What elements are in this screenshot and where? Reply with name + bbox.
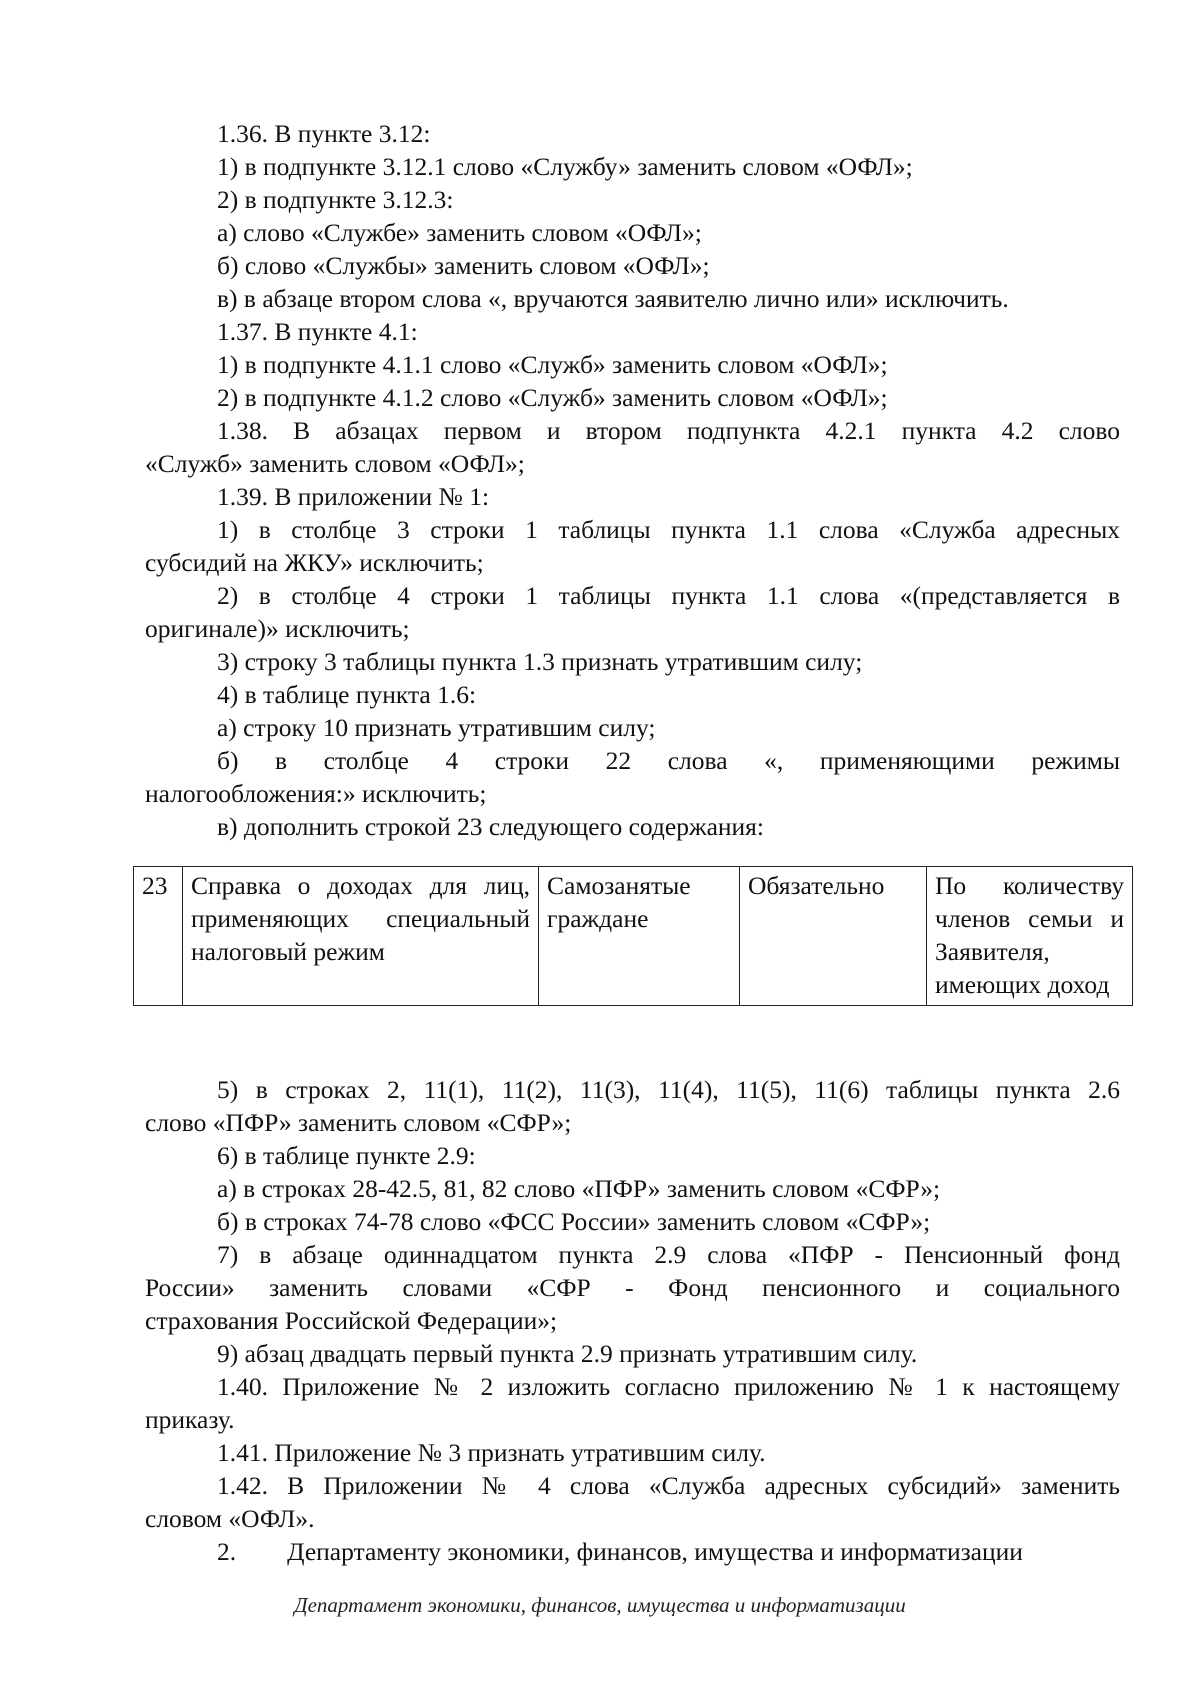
text-line: 1.38. В абзацах первом и втором подпункта 4.2.1 пункта 4.2 слово bbox=[217, 416, 1120, 445]
text-line: субсидий на ЖКУ» исключить; bbox=[145, 548, 484, 577]
text-line: страхования Российской Федерации»; bbox=[145, 1306, 558, 1335]
text-line: 2. Департаменту экономики, финансов, имущества и информатизации bbox=[217, 1537, 1023, 1566]
text-line: б) слово «Службы» заменить словом «ОФЛ»; bbox=[217, 251, 710, 280]
row-number-cell: 23 bbox=[134, 867, 183, 1006]
text-line: в) в абзаце втором слова «, вручаются заявителю лично или» исключить. bbox=[217, 284, 1009, 313]
text-line: 1.42. В Приложении № 4 слова «Служба адресных субсидий» заменить bbox=[217, 1471, 1120, 1500]
text-line: а) в строках 28-42.5, 81, 82 слово «ПФР» заменить словом «СФР»; bbox=[217, 1174, 941, 1203]
page-footer: Департамент экономики, финансов, имущества и информатизации bbox=[294, 1593, 906, 1617]
text-line: а) строку 10 признать утратившим силу; bbox=[217, 713, 656, 742]
text-line: а) слово «Службе» заменить словом «ОФЛ»; bbox=[217, 218, 702, 247]
text-line: 1.37. В пункте 4.1: bbox=[217, 317, 418, 346]
text-line: 1.36. В пункте 3.12: bbox=[217, 119, 431, 148]
text-line: 1.39. В приложении № 1: bbox=[217, 482, 490, 511]
text-line: 9) абзац двадцать первый пункта 2.9 признать утратившим силу. bbox=[217, 1339, 918, 1368]
text-line: 1) в столбце 3 строки 1 таблицы пункта 1.1 слова «Служба адресных bbox=[217, 515, 1120, 544]
text-line: словом «ОФЛ». bbox=[145, 1504, 315, 1533]
text-line: 1.41. Приложение № 3 признать утратившим силу. bbox=[217, 1438, 766, 1467]
applicant-category-cell: Самозанятые граждане bbox=[539, 867, 740, 1006]
quantity-cell: По количеству членов семьи и Заявителя, имеющих доход bbox=[927, 867, 1133, 1006]
text-line: 2) в подпункте 3.12.3: bbox=[217, 185, 454, 214]
text-line: России» заменить словами «СФР - Фонд пенсионного и социального bbox=[145, 1273, 1120, 1302]
text-line: б) в столбце 4 строки 22 слова «, применяющими режимы bbox=[217, 746, 1120, 775]
text-line: 5) в строках 2, 11(1), 11(2), 11(3), 11(4), 11(5), 11(6) таблицы пункта 2.6 bbox=[217, 1075, 1120, 1104]
text-line: налогообложения:» исключить; bbox=[145, 779, 487, 808]
requirement-cell: Обязательно bbox=[740, 867, 927, 1006]
text-line: «Служб» заменить словом «ОФЛ»; bbox=[145, 449, 525, 478]
text-line: слово «ПФР» заменить словом «СФР»; bbox=[145, 1108, 572, 1137]
text-line: 2) в подпункте 4.1.2 слово «Служб» заменить словом «ОФЛ»; bbox=[217, 383, 888, 412]
text-line: 1) в подпункте 4.1.1 слово «Служб» заменить словом «ОФЛ»; bbox=[217, 350, 888, 379]
text-line: приказу. bbox=[145, 1405, 235, 1434]
text-line: 7) в абзаце одиннадцатом пункта 2.9 слова «ПФР - Пенсионный фонд bbox=[217, 1240, 1120, 1269]
text-line: в) дополнить строкой 23 следующего содержания: bbox=[217, 812, 764, 841]
text-line: 1) в подпункте 3.12.1 слово «Службу» заменить словом «ОФЛ»; bbox=[217, 152, 913, 181]
text-line: б) в строках 74-78 слово «ФСС России» заменить словом «СФР»; bbox=[217, 1207, 931, 1236]
text-line: 2) в столбце 4 строки 1 таблицы пункта 1.1 слова «(представляется в bbox=[217, 581, 1120, 610]
table-row bbox=[134, 867, 1133, 1006]
document-name-cell: Справка о доходах для лиц, применяющих специальный налоговый режим bbox=[183, 867, 539, 1006]
text-line: 3) строку 3 таблицы пункта 1.3 признать утратившим силу; bbox=[217, 647, 863, 676]
text-line: 4) в таблице пункта 1.6: bbox=[217, 680, 477, 709]
insert-table bbox=[133, 866, 1133, 1006]
text-line: 6) в таблице пункте 2.9: bbox=[217, 1141, 476, 1170]
text-line: оригинале)» исключить; bbox=[145, 614, 410, 643]
text-line: 1.40. Приложение № 2 изложить согласно приложению № 1 к настоящему bbox=[217, 1372, 1120, 1401]
